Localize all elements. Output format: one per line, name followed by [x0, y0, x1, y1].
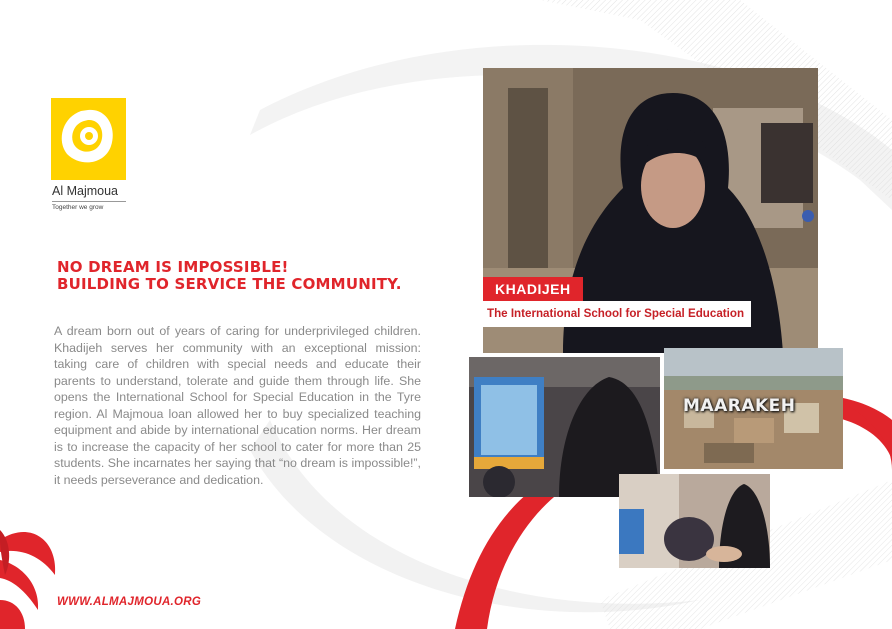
brand-tagline: Together we grow: [52, 204, 104, 211]
town-caption: MAARAKEH: [683, 396, 796, 416]
name-tag: KHADIJEH: [483, 277, 583, 301]
brand-logo: [51, 98, 126, 214]
headline-line-1: NO DREAM IS IMPOSSIBLE!: [57, 258, 289, 276]
brand-name: Al Majmoua: [52, 184, 118, 198]
logo-symbol-icon: [51, 98, 126, 180]
headline-line-2: BUILDING TO SERVICE THE COMMUNITY.: [57, 275, 402, 293]
teaching-photo: [619, 474, 770, 568]
website-link[interactable]: WWW.ALMAJMOUA.ORG: [57, 596, 202, 608]
story-paragraph: A dream born out of years of caring for underprivileged children. Khadijeh serves her community with an exceptional mission: taking care of children with special needs and educate their parents to understand, tolerate and guide them through life. She opens the International School for Special Education in the Tyre region. Al Majmoua loan allowed her to buy specialized teaching equipment and abide by international education norms. Her dream is to increase the capacity of her school to cater for more than 25 students. She incarnates her saying that “no dream is impossible!”, it needs perseverance and dedication.: [54, 324, 421, 487]
school-tag: The International School for Special Education: [483, 301, 751, 327]
story-body: [54, 323, 421, 488]
logo-mark: [51, 98, 126, 180]
logo-divider: [52, 201, 126, 202]
headline: [57, 259, 402, 293]
